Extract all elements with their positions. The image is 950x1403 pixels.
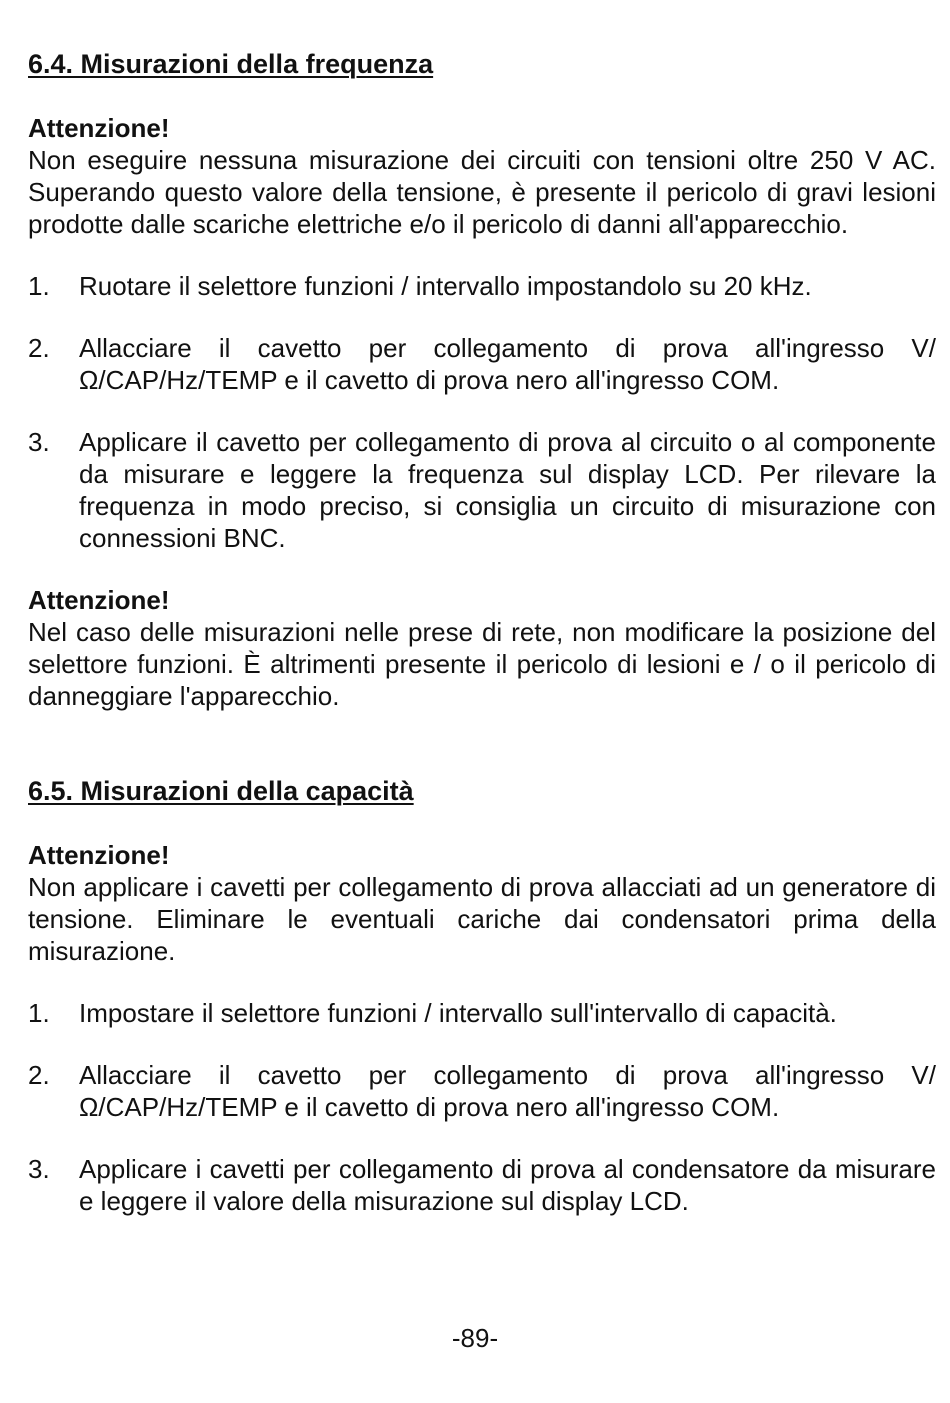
warning-title: Attenzione! — [28, 585, 170, 615]
warning-block — [28, 112, 936, 240]
list-item — [28, 1153, 936, 1217]
step-number: 1. — [28, 271, 50, 301]
step-number: 3. — [28, 1154, 50, 1184]
step-text: Impostare il selettore funzioni / intervallo sull'intervallo di capacità. — [79, 998, 837, 1028]
step-number: 3. — [28, 427, 50, 457]
section-capacitance — [28, 774, 936, 1217]
warning-text: Non applicare i cavetti per collegamento di prova allacciati ad un generatore di tensione. Eliminare le eventuali cariche dai condensatori prima della misurazione. — [28, 872, 936, 966]
list-item — [28, 426, 936, 554]
step-number: 2. — [28, 1060, 50, 1090]
steps-list-capacitance — [28, 997, 936, 1217]
step-number: 1. — [28, 998, 50, 1028]
warning-text: Nel caso delle misurazioni nelle prese di rete, non modificare la posizione del selettore funzioni. È altrimenti presente il pericolo di lesioni e / o il pericolo di danneggiare l'apparecchio. — [28, 617, 936, 711]
warning-title: Attenzione! — [28, 840, 170, 870]
step-text: Allacciare il cavetto per collegamento di prova all'ingresso V/Ω/CAP/Hz/TEMP e il cavetto di prova nero all'ingresso COM. — [79, 1060, 936, 1122]
step-text: Allacciare il cavetto per collegamento di prova all'ingresso V/Ω/CAP/Hz/TEMP e il cavetto di prova nero all'ingresso COM. — [79, 333, 936, 395]
warning-block — [28, 584, 936, 712]
step-text: Applicare il cavetto per collegamento di prova al circuito o al componente da misurare e leggere la frequenza sul display LCD. Per rilevare la frequenza in modo preciso, si consiglia un circuito di misurazione con connessioni BNC. — [79, 427, 936, 553]
warning-title: Attenzione! — [28, 113, 170, 143]
page-content — [28, 47, 936, 1217]
list-item — [28, 332, 936, 396]
step-number: 2. — [28, 333, 50, 363]
section-frequency — [28, 47, 936, 712]
warning-text: Non eseguire nessuna misurazione dei circuiti con tensioni oltre 250 V AC. Superando questo valore della tensione, è presente il pericolo di gravi lesioni prodotte dalle scariche elettriche e/o il pericolo di danni all'apparecchio. — [28, 145, 936, 239]
warning-block — [28, 839, 936, 967]
page-number: -89- — [451, 1323, 499, 1353]
list-item — [28, 997, 936, 1029]
section-title-frequency: 6.4. Misurazioni della frequenza — [28, 49, 434, 79]
steps-list-frequency — [28, 270, 936, 554]
section-title-capacitance: 6.5. Misurazioni della capacità — [28, 776, 414, 806]
step-text: Ruotare il selettore funzioni / intervallo impostandolo su 20 kHz. — [79, 271, 812, 301]
list-item — [28, 1059, 936, 1123]
step-text: Applicare i cavetti per collegamento di prova al condensatore da misurare e leggere il valore della misurazione sul display LCD. — [79, 1154, 936, 1216]
list-item — [28, 270, 936, 302]
